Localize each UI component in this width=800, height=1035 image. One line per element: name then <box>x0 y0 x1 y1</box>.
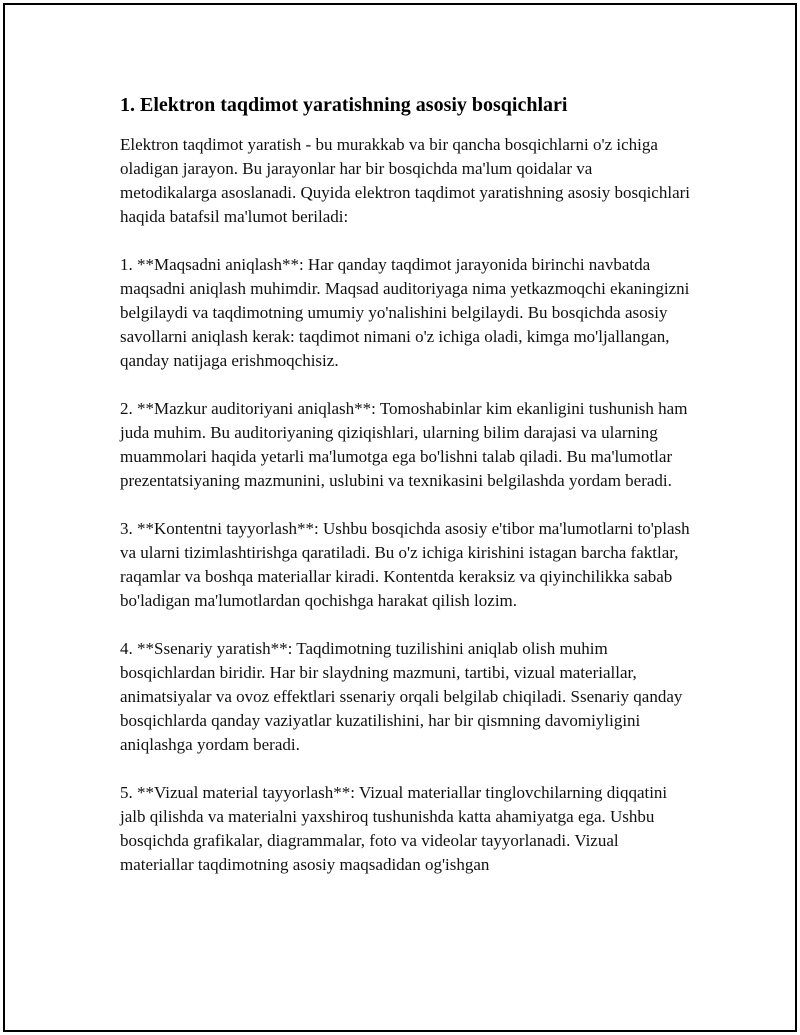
step-4-paragraph: 4. **Ssenariy yaratish**: Taqdimotning tuzilishini aniqlab olish muhim bosqichlardan biridir. Har bir slaydning mazmuni, tartibi, vizual materiallar, animatsiyalar va ovoz effektlari ssenariy orqali belgilab chiqiladi. Ssenariy qanday bosqichlarda qanday vaziyatlar kuzatilishini, har bir qismning davomiyligini aniqlashga yordam beradi. <box>120 639 683 754</box>
section-heading: 1. Elektron taqdimot yaratishning asosiy bosqichlari <box>120 94 568 116</box>
step-1-paragraph: 1. **Maqsadni aniqlash**: Har qanday taqdimot jarayonida birinchi navbatda maqsadni aniqlash muhimdir. Maqsad auditoriyaga nima yetkazmoqchi ekaningizni belgilaydi va taqdimotning umumiy yo'nalishini belgilaydi. Bu bosqichda asosiy savollarni aniqlash kerak: taqdimot nimani o'z ichiga oladi, kimga mo'ljallangan, qanday natijaga erishmoqchisiz. <box>120 255 690 370</box>
step-2-paragraph: 2. **Mazkur auditoriyani aniqlash**: Tomoshabinlar kim ekanligini tushunish ham juda muhim. Bu auditoriyaning qiziqishlari, ularning bilim darajasi va ularning muammolari haqida yetarli ma'lumotga ega bo'lishni talab qiladi. Bu ma'lumotlar prezentatsiyaning mazmunini, uslubini va texnikasini belgilashda yordam beradi. <box>120 399 688 490</box>
document-page <box>3 3 797 1032</box>
document-body <box>120 93 690 901</box>
intro-paragraph: Elektron taqdimot yaratish - bu murakkab va bir qancha bosqichlarni o'z ichiga oladigan jarayon. Bu jarayonlar har bir bosqichda ma'lum qoidalar va metodikalarga asoslanadi. Quyida elektron taqdimot yaratishning asosiy bosqichlari haqida batafsil ma'lumot beriladi: <box>120 135 690 226</box>
step-5-paragraph: 5. **Vizual material tayyorlash**: Vizual materiallar tinglovchilarning diqqatini jalb qilishda va materialni yaxshiroq tushunishda katta ahamiyatga ega. Ushbu bosqichda grafikalar, diagrammalar, foto va videolar tayyorlanadi. Vizual materiallar taqdimotning asosiy maqsadidan og'ishgan <box>120 783 668 874</box>
step-3-paragraph: 3. **Kontentni tayyorlash**: Ushbu bosqichda asosiy e'tibor ma'lumotlarni to'plash va ularni tizimlashtirishga qaratiladi. Bu o'z ichiga kirishini istagan barcha faktlar, raqamlar va boshqa materiallar kiradi. Kontentda keraksiz va qiyinchilikka sabab bo'ladigan ma'lumotlardan qochishga harakat qilish lozim. <box>120 519 690 610</box>
